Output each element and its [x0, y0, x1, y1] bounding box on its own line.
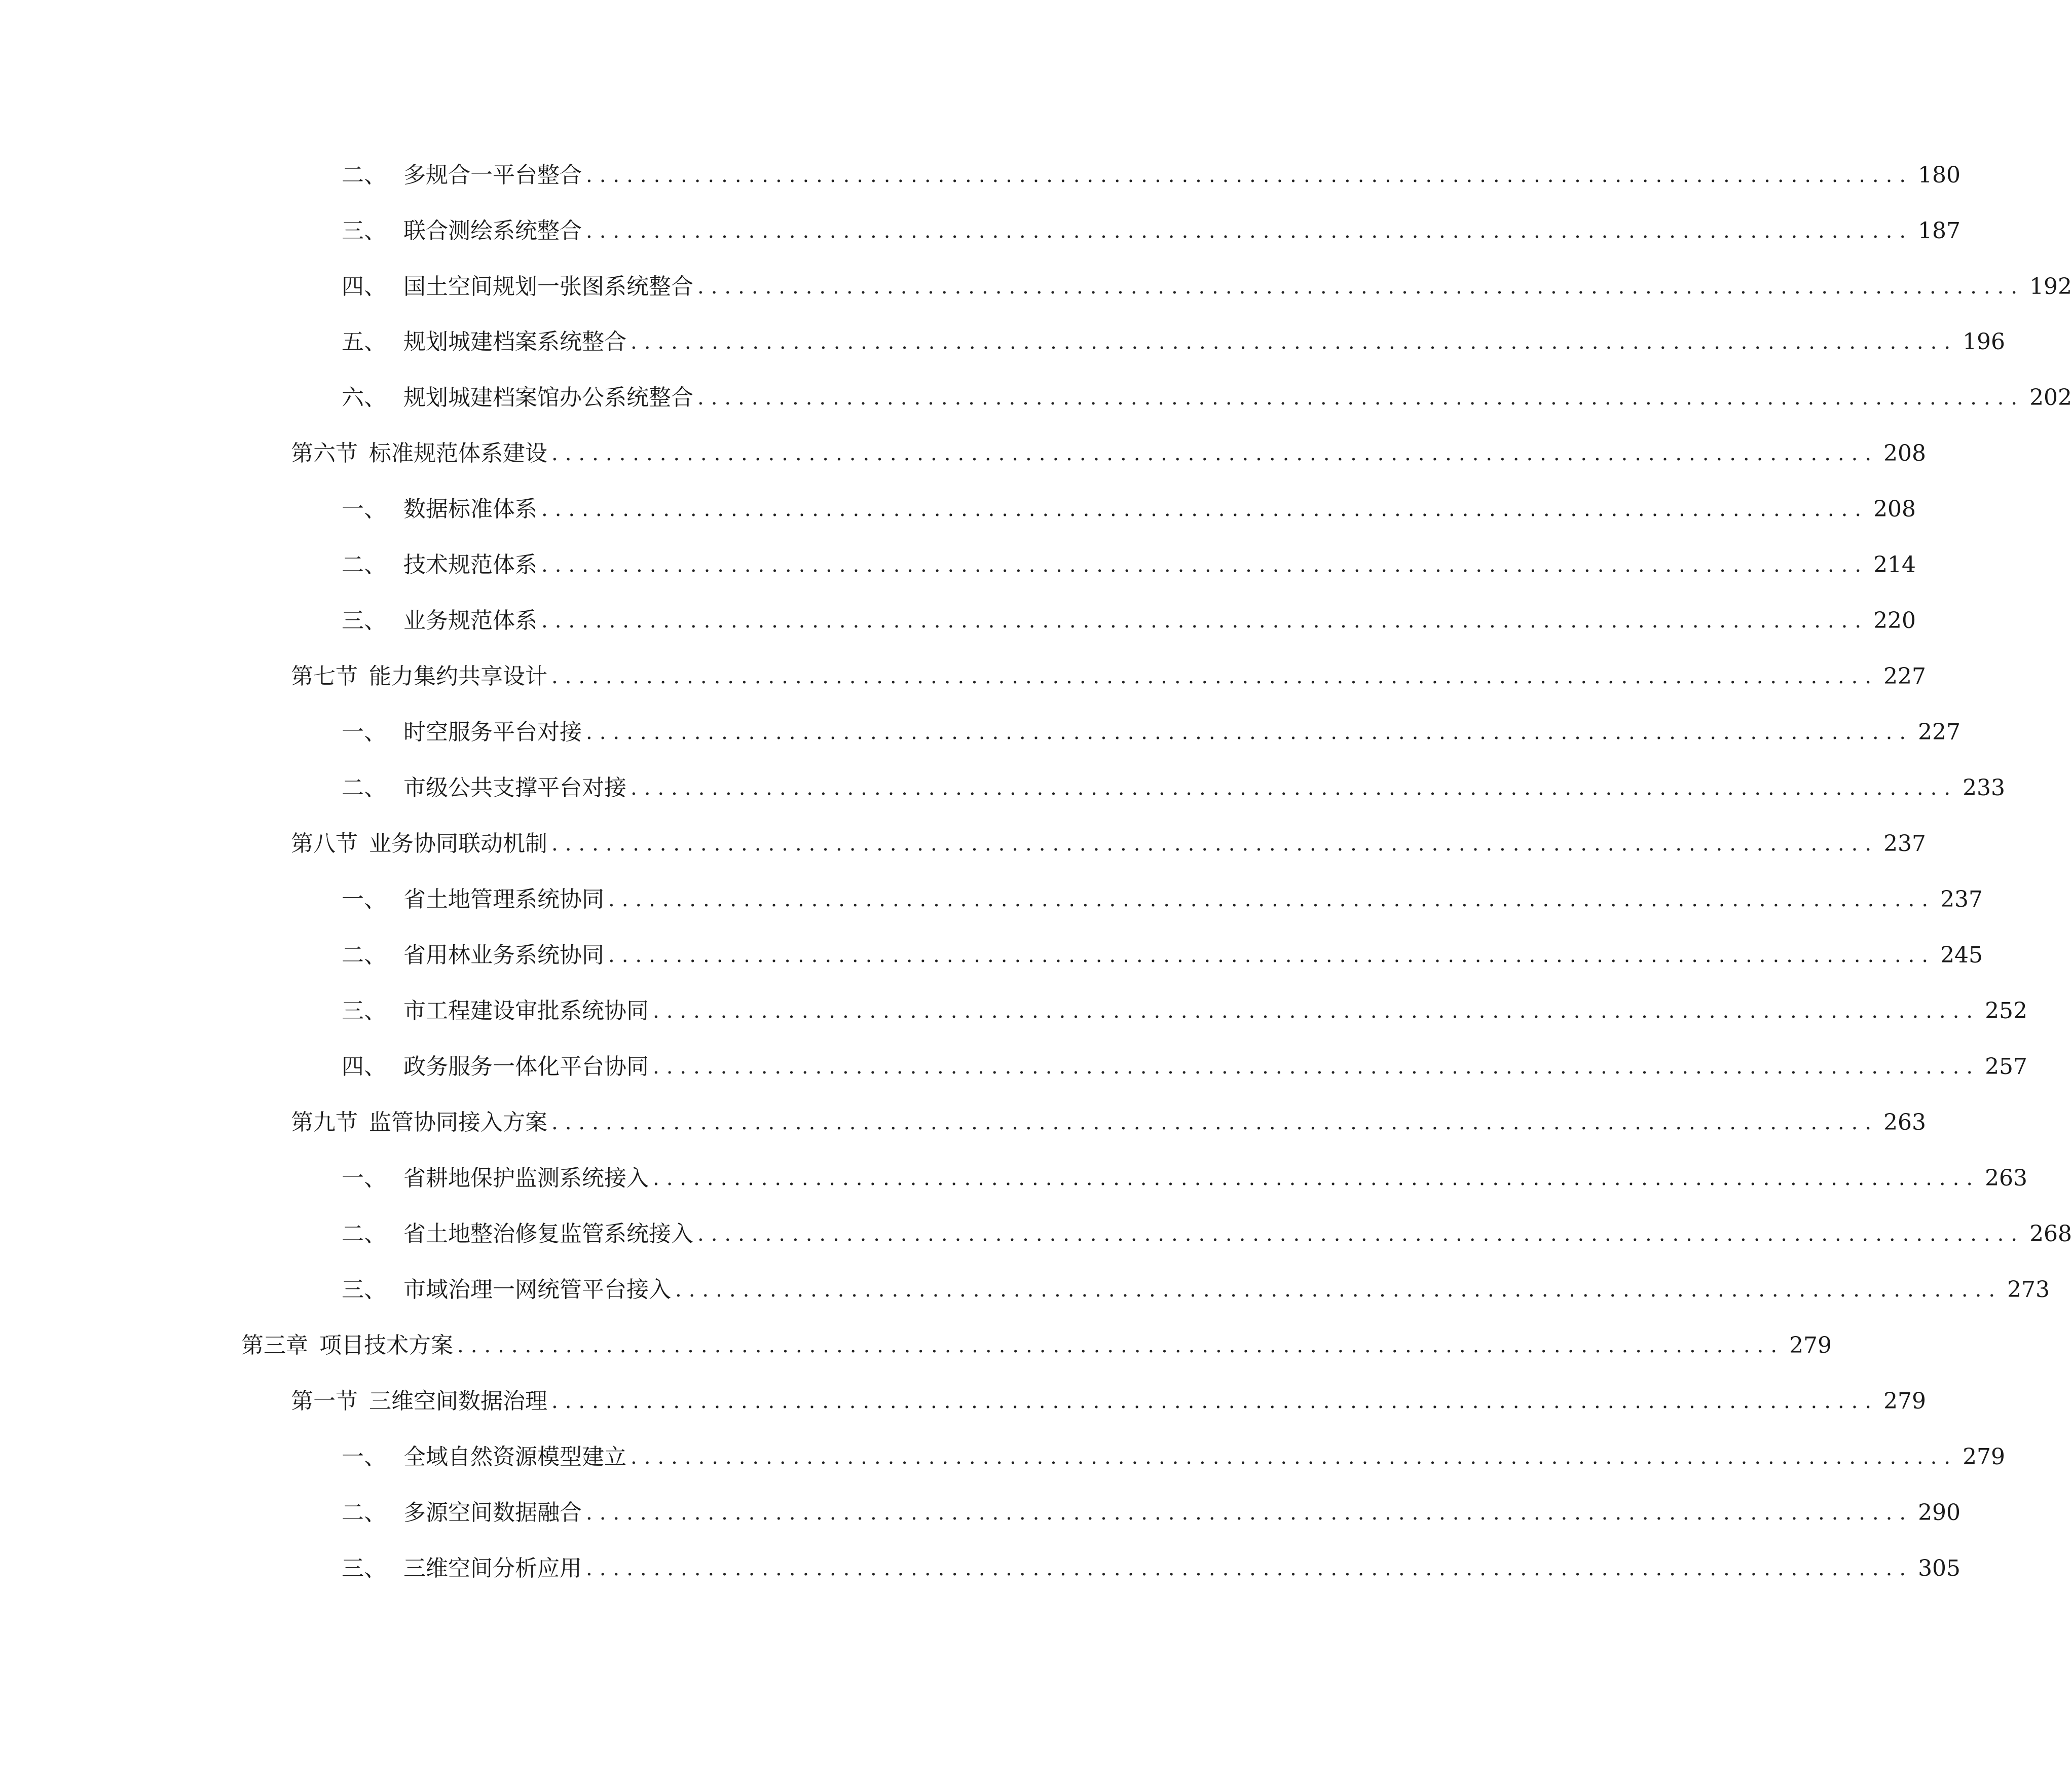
toc-entry-page: 227 [1883, 663, 1927, 689]
dot-leader: .................................................................................................. [697, 386, 2025, 410]
toc-entry[interactable] [291, 1102, 1927, 1143]
dot-leader: .................................................................................................. [541, 609, 1869, 633]
toc-entry-page: 252 [1985, 998, 2028, 1024]
toc-entry-number: 第九节 [291, 1109, 358, 1135]
dot-leader: .................................................................................................. [653, 1167, 1980, 1190]
toc-entry-page: 187 [1918, 218, 1961, 244]
toc-entry-title: 规划城建档案系统整合 [403, 329, 626, 355]
toc-entry-title: 市域治理一网统管平台接入 [403, 1277, 671, 1303]
dot-leader: .................................................................................................. [551, 1390, 1879, 1413]
toc-entry-number: 六、 [342, 385, 386, 411]
toc-entry[interactable] [342, 935, 1983, 976]
toc-entry-page: 290 [1918, 1500, 1961, 1526]
toc-entry[interactable] [342, 545, 1916, 585]
toc-entry-title: 省用林业务系统协同 [403, 942, 604, 968]
toc-entry-number: 三、 [342, 1277, 386, 1303]
toc-entry-title: 省耕地保护监测系统接入 [403, 1165, 649, 1191]
toc-entry-number: 二、 [342, 162, 386, 188]
toc-entry[interactable] [291, 433, 1927, 474]
toc-entry[interactable] [342, 322, 2006, 362]
dot-leader: .................................................................................................. [586, 721, 1913, 744]
dot-leader: .................................................................................................. [551, 832, 1879, 856]
toc-entry-page: 279 [1883, 1388, 1927, 1414]
toc-entry-page: 196 [1963, 329, 2006, 355]
toc-entry-title: 项目技术方案 [319, 1332, 453, 1358]
toc-entry-number: 二、 [342, 1500, 386, 1526]
toc-entry-title: 多规合一平台整合 [403, 162, 582, 188]
toc-entry-number: 三、 [342, 608, 386, 634]
dot-leader: .................................................................................................. [551, 442, 1879, 465]
toc-entry-number: 二、 [342, 775, 386, 801]
dot-leader: .................................................................................................. [697, 1223, 2025, 1246]
toc-entry-page: 214 [1873, 552, 1916, 578]
dot-leader: .................................................................................................. [586, 1501, 1913, 1525]
toc-entry-title: 市工程建设审批系统协同 [403, 998, 649, 1024]
dot-leader: .................................................................................................. [697, 275, 2025, 299]
dot-leader: .................................................................................................. [608, 888, 1936, 911]
dot-leader: .................................................................................................. [631, 330, 1958, 354]
dot-leader: .................................................................................................. [653, 999, 1980, 1023]
toc-entry-title: 时空服务平台对接 [403, 719, 582, 745]
dot-leader: .................................................................................................. [586, 164, 1913, 187]
toc-entry-title: 三维空间数据治理 [369, 1388, 547, 1414]
toc-entry-title: 技术规范体系 [403, 552, 537, 578]
toc-entry-page: 237 [1883, 831, 1927, 857]
toc-entry-number: 一、 [342, 719, 386, 745]
toc-entry[interactable] [291, 824, 1927, 864]
toc-entry-number: 第七节 [291, 663, 358, 689]
toc-entry[interactable] [342, 211, 1961, 251]
toc-entry[interactable] [342, 768, 2006, 808]
toc-entry-number: 一、 [342, 1444, 386, 1470]
toc-entry-page: 268 [2029, 1221, 2072, 1247]
toc-entry[interactable] [342, 879, 1983, 920]
toc-entry[interactable] [342, 601, 1916, 641]
toc-entry-title: 全域自然资源模型建立 [403, 1444, 626, 1470]
toc-entry[interactable] [291, 656, 1927, 697]
toc-entry-title: 三维空间分析应用 [403, 1555, 582, 1581]
toc-entry[interactable] [342, 267, 2072, 307]
toc-entry-page: 220 [1873, 608, 1916, 634]
dot-leader: .................................................................................................. [631, 1446, 1958, 1469]
dot-leader: .................................................................................................. [608, 944, 1936, 967]
toc-entry-title: 联合测绘系统整合 [403, 218, 582, 244]
dot-leader: .................................................................................................. [675, 1278, 2003, 1302]
toc-entry-number: 三、 [342, 218, 386, 244]
toc-entry-title: 数据标准体系 [403, 496, 537, 522]
toc-entry-number: 四、 [342, 274, 386, 300]
toc-entry-number: 一、 [342, 496, 386, 522]
toc-entry-page: 279 [1789, 1332, 1832, 1358]
toc-entry-title: 监管协同接入方案 [369, 1109, 547, 1135]
toc-entry-title: 国土空间规划一张图系统整合 [403, 274, 693, 300]
toc-entry-number: 五、 [342, 329, 386, 355]
toc-entry-title: 标准规范体系建设 [369, 440, 547, 466]
toc-entry-page: 227 [1918, 719, 1961, 745]
toc-entry-number: 四、 [342, 1054, 386, 1080]
toc-entry-page: 257 [1985, 1054, 2028, 1080]
toc-entry-title: 省土地管理系统协同 [403, 886, 604, 912]
toc-entry[interactable] [342, 1214, 2072, 1254]
toc-entry[interactable] [342, 712, 1961, 753]
dot-leader: .................................................................................................. [541, 553, 1869, 577]
toc-entry-title: 政务服务一体化平台协同 [403, 1054, 649, 1080]
toc-entry-page: 237 [1940, 886, 1983, 912]
toc-entry-title: 业务协同联动机制 [369, 831, 547, 857]
toc-entry-number: 第六节 [291, 440, 358, 466]
toc-entry-page: 305 [1918, 1555, 1961, 1581]
toc-entry[interactable] [342, 991, 2028, 1031]
toc-entry-page: 208 [1883, 440, 1927, 466]
dot-leader: .................................................................................................. [586, 1557, 1913, 1580]
toc-entry-page: 233 [1963, 775, 2006, 801]
toc-entry[interactable] [342, 1493, 1961, 1533]
toc-entry-page: 245 [1940, 942, 1983, 968]
toc-entry[interactable] [342, 1270, 2050, 1310]
toc-entry-page: 279 [1963, 1444, 2006, 1470]
toc-entry-number: 二、 [342, 552, 386, 578]
dot-leader: .................................................................................................. [551, 665, 1879, 688]
toc-entry[interactable] [342, 155, 1961, 196]
dot-leader: .................................................................................................. [551, 1111, 1879, 1134]
toc-entry-title: 业务规范体系 [403, 608, 537, 634]
toc-entry-title: 多源空间数据融合 [403, 1500, 582, 1526]
toc-entry-page: 180 [1918, 162, 1961, 188]
toc-entry-title: 省土地整治修复监管系统接入 [403, 1221, 693, 1247]
toc-entry[interactable] [342, 1437, 2006, 1477]
toc-entry-number: 二、 [342, 942, 386, 968]
toc-entry[interactable] [342, 489, 1916, 530]
toc-entry-number: 第三章 [241, 1332, 308, 1358]
toc-entry-page: 208 [1873, 496, 1916, 522]
toc-entry[interactable] [291, 1381, 1927, 1422]
toc-entry[interactable] [342, 1047, 2028, 1087]
dot-leader: .................................................................................................. [457, 1334, 1785, 1357]
dot-leader: .................................................................................................. [653, 1055, 1980, 1079]
toc-entry-page: 263 [1985, 1165, 2028, 1191]
dot-leader: .................................................................................................. [541, 498, 1869, 521]
toc-entry-title: 规划城建档案馆办公系统整合 [403, 385, 693, 411]
toc-entry[interactable] [342, 1548, 1961, 1589]
toc-entry-page: 263 [1883, 1109, 1927, 1135]
toc-entry-number: 三、 [342, 1555, 386, 1581]
toc-entry-number: 第八节 [291, 831, 358, 857]
toc-entry-number: 三、 [342, 998, 386, 1024]
toc-entry-page: 192 [2029, 274, 2072, 300]
dot-leader: .................................................................................................. [586, 219, 1913, 243]
toc-entry[interactable] [342, 1158, 2028, 1199]
toc-entry-page: 273 [2007, 1277, 2050, 1303]
toc-entry-number: 一、 [342, 1165, 386, 1191]
toc-entry-number: 二、 [342, 1221, 386, 1247]
toc-entry-page: 202 [2029, 385, 2072, 411]
toc-entry-title: 市级公共支撑平台对接 [403, 775, 626, 801]
toc-entry-number: 一、 [342, 886, 386, 912]
toc-entry[interactable] [241, 1325, 1832, 1366]
toc-entry-number: 第一节 [291, 1388, 358, 1414]
dot-leader: .................................................................................................. [631, 776, 1958, 800]
toc-entry-title: 能力集约共享设计 [369, 663, 547, 689]
toc-entry[interactable] [342, 378, 2072, 418]
